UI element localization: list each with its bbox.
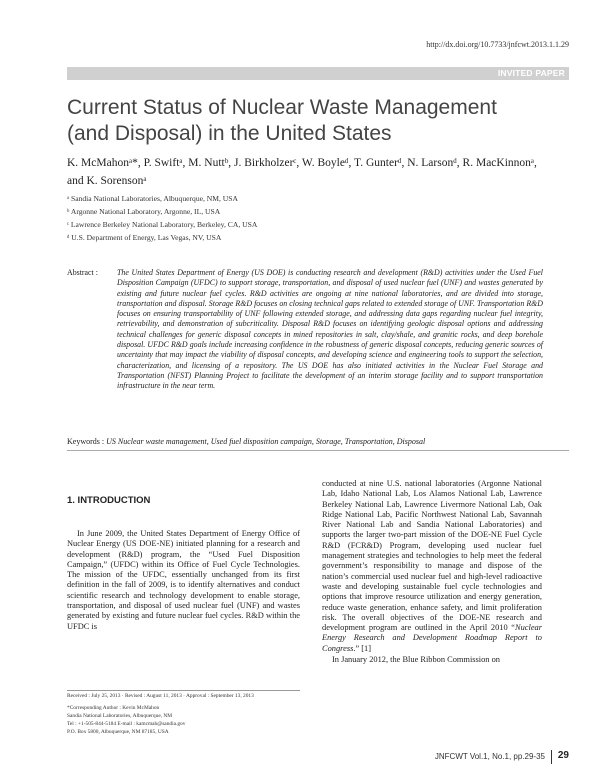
body-paragraph-text: conducted at nine U.S. national laboratories (Argonne National Lab, Idaho National Lab, Los Alamos National Lab, Lawrence Berkeley National Lab, Lawrence Livermore National Lab, Oak Ridge National Lab, Pacific Northwest National Lab, Savannah River National Lab and Sandia National Laboratories) and supports the larger two-part mission of the DOE-NE Fuel Cycle R&D (FCR&D) Program, developing used nuclear fuel management strategies and technologies to help meet the federal government’s responsibility to manage and dispose of the nation’s commercial used nuclear fuel and high-level radioactive waste and developing sustainable fuel cycle technologies and options that improve resource utilization and energy generation, reduce waste generation, enhance safety, and limit proliferation risk. The overall objectives of the DOE-NE research and development program are outlined in the April 2010 “ — [322, 479, 542, 633]
corr-contact[interactable]: Tel : +1-505-844-5184 E-mail : kamcmah@sandia.gov — [67, 721, 186, 727]
abstract-text: The United States Department of Energy (US DOE) is conducting research and development (R&D) activities under the Used Fuel Disposition Campaign (UFDC) to support storage, transportation, and disposal of used nuclear fuel (UNF) and wastes generated by existing and future nuclear fuel cycles. R&D activities are ongoing at nine national laboratories, and are divided into storage, transportation and disposal. Storage R&D focuses on closing technical gaps related to extended storage of UNF. Transportation R&D focuses on ensuring transportability of UNF following extended storage, and addressing data gaps regarding nuclear fuel integrity, retrievability, and demonstration of subcriticality. Disposal R&D focuses on identifying geologic disposal options and addressing technical challenges for generic disposal concepts in mined repositories in salt, clay/shale, and granitic rocks, and deep borehole disposal. UFDC R&D goals include increasing confidence in the robustness of generic disposal concepts, reducing generic sources of uncertainty that may impact the viability of disposal concepts, and developing science and engineering tools to support the selection, characterization, and licensing of a repository. The US DOE has also initiated activities in the Nuclear Fuel Storage and Transportation (NFST) Planning Project to facilitate the development of an interim storage facility and to support transportation infrastructure in the near term. — [117, 268, 543, 391]
abstract — [67, 268, 543, 392]
footer-separator — [551, 750, 553, 764]
affiliation-c: ᶜ Lawrence Berkeley National Laboratory, Berkeley, CA, USA — [67, 220, 258, 229]
paper-type-band — [67, 67, 569, 80]
section-divider — [67, 450, 569, 451]
corr-address: P.O. Box 5800, Albuquerque, NM 87185, USA — [67, 729, 169, 735]
journal-reference: JNFCWT Vol.1, No.1, pp.29-35 — [434, 752, 545, 761]
body-column-right — [322, 479, 542, 665]
received-dates: Received : July 25, 2013 · Revised : August 11, 2013 · Approval : September 13, 2013 — [67, 693, 254, 699]
doi-link[interactable]: http://dx.doi.org/10.7733/jnfcwt.2013.1.1.29 — [426, 40, 569, 49]
keywords — [67, 437, 543, 446]
affiliation-a: ᵃ Sandia National Laboratories, Albuquerque, NM, USA — [67, 194, 239, 203]
keywords-label: Keywords : — [67, 437, 105, 446]
affiliations — [67, 192, 537, 244]
footnote-rule — [67, 690, 300, 691]
citation-title: Nuclear Energy Research and Development Roadmap Report to Congress — [322, 623, 542, 653]
corr-institution: Sandia National Laboratories, Albuquerque, NM — [67, 713, 173, 719]
section-heading: 1. INTRODUCTION — [67, 495, 151, 506]
paper-type-label: INVITED PAPER — [497, 68, 565, 78]
paper-title: Current Status of Nuclear Waste Management (and Disposal) in the United States — [67, 96, 497, 145]
body-paragraph — [322, 479, 542, 654]
body-paragraph-2: In January 2012, the Blue Ribbon Commission on — [332, 655, 500, 665]
intro-paragraph: In June 2009, the United States Department of Energy Office of Nuclear Energy (US DOE-NE) initiated planning for a research and development (R&D) program, the “Used Fuel Disposition Campaign,” (UFDC) within its Office of Fuel Cycle Technologies. The mission of the UFDC, essentially unchanged from its first definition in the fall of 2009, is to identify alternatives and conduct scientific research and technology development to enable storage, transportation, and disposal of used nuclear fuel (UNF) and wastes generated by existing and future nuclear fuel cycles. R&D within the UFDC is — [67, 529, 300, 631]
author-list: K. McMahonᵃ*, P. Swiftᵃ, M. Nuttᵇ, J. Birkholzerᶜ, W. Boyleᵈ, T. Gunterᵈ, N. Larsonᵈ, R. MacKinnonᵃ, and K. Sorensonᵃ — [67, 157, 537, 187]
body-column-left — [67, 529, 300, 632]
affiliation-d: ᵈ U.S. Department of Energy, Las Vegas, NV, USA — [67, 233, 222, 242]
keywords-text: US Nuclear waste management, Used fuel disposition campaign, Storage, Transportation, Disposal — [106, 437, 426, 446]
corresponding-author — [67, 704, 307, 736]
page-number: 29 — [557, 750, 569, 761]
affiliation-b: ᵇ Argonne National Laboratory, Argonne, IL, USA — [67, 207, 221, 216]
abstract-label: Abstract : — [67, 268, 98, 277]
citation-ref[interactable]: .” [1] — [353, 643, 372, 653]
corr-name: *Corresponding Author : Kevin McMahon — [67, 705, 160, 711]
